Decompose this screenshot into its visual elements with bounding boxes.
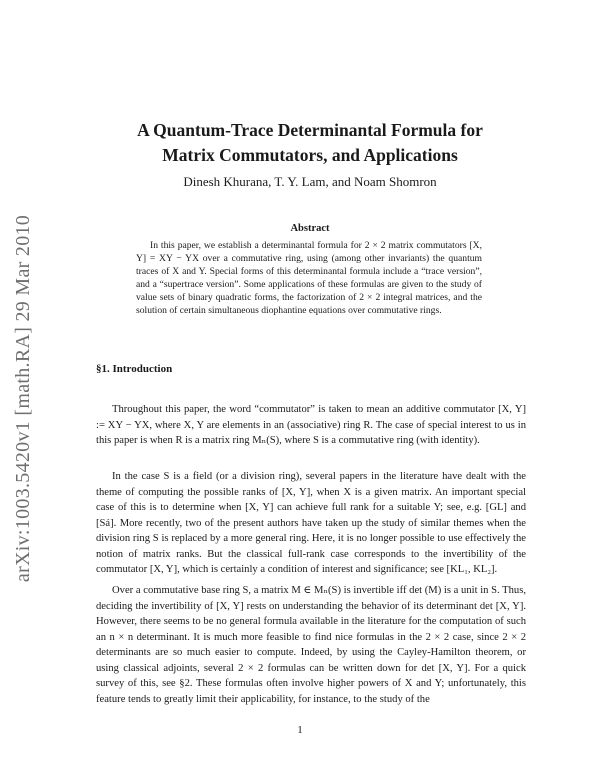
title-line-1: A Quantum-Trace Determinantal Formula for [137,120,483,140]
authors: Dinesh Khurana, T. Y. Lam, and Noam Shomron [183,174,437,189]
paper-title [60,118,560,168]
page-number: 1 [297,724,303,736]
section-heading: §1. Introduction [96,363,173,375]
abstract-heading: Abstract [290,223,330,234]
intro-paragraph-3: Over a commutative base ring S, a matrix M ∈ Mₙ(S) is invertible iff det (M) is a unit in S. Thus, deciding the invertibility of [X, Y] rests on understanding the behavior of its determinant det [X, Y]. However, there seems to be no general formula available in the literature for the computation of such an n × n determinant. It is much more feasible to find nice formulas in the 2 × 2 case, since 2 × 2 determinants are so much easier to compute. Indeed, by using the Cayley-Hamilton theorem, or using classical adjoints, several 2 × 2 formulas can be written down for det [X, Y]. For a quick survey of this, see §2. These formulas often involve higher powers of X and Y; unfortunately, this feature tends to greatly limit their applicability, for instance, to the study of the [96,585,526,705]
intro-paragraph-1: Throughout this paper, the word “commutator” is taken to mean an additive commutator [X, Y] := XY − YX, where X, Y are elements in an (associative) ring R. The case of special interest to us in this paper is when R is a matrix ring Mₙ(S), where S is a commutative ring (with identity). [96,404,526,446]
arxiv-stamp-text: arXiv:1003.5420v1 [math.RA] 29 Mar 2010 [12,214,35,582]
arxiv-stamp [4,178,44,618]
intro-paragraph-2: In the case S is a field (or a division ring), several papers in the literature have dealt with the theme of computing the possible ranks of [X, Y], when X is a given matrix. An important special case of this is to determine when [X, Y] can achieve full rank for a suitable Y; see, e.g. [GL] and [Sá]. More recently, two of the present authors have taken up the study of similar themes when the division ring S is replaced by a more general ring. Here, it is no longer possible to use effectively the notion of matrix ranks. But the classical full-rank case corresponds to the invertibility of the commutator [X, Y], which is certainly a condition of interest and significance; see [KL₁, KL₂]. [96,471,526,575]
abstract-text: In this paper, we establish a determinantal formula for 2 × 2 matrix commutators [X, Y] = XY − YX over a commutative ring, using (among other invariants) the quantum traces of X and Y. Special forms of this determinantal formula include a “trace version”, and a “supertrace version”. Some applications of these formulas are given to the study of value sets of binary quadratic forms, the factorization of 2 × 2 integral matrices, and the solution of certain simultaneous diophantine equations over commutative rings. [136,240,482,317]
title-line-2: Matrix Commutators, and Applications [162,145,458,165]
